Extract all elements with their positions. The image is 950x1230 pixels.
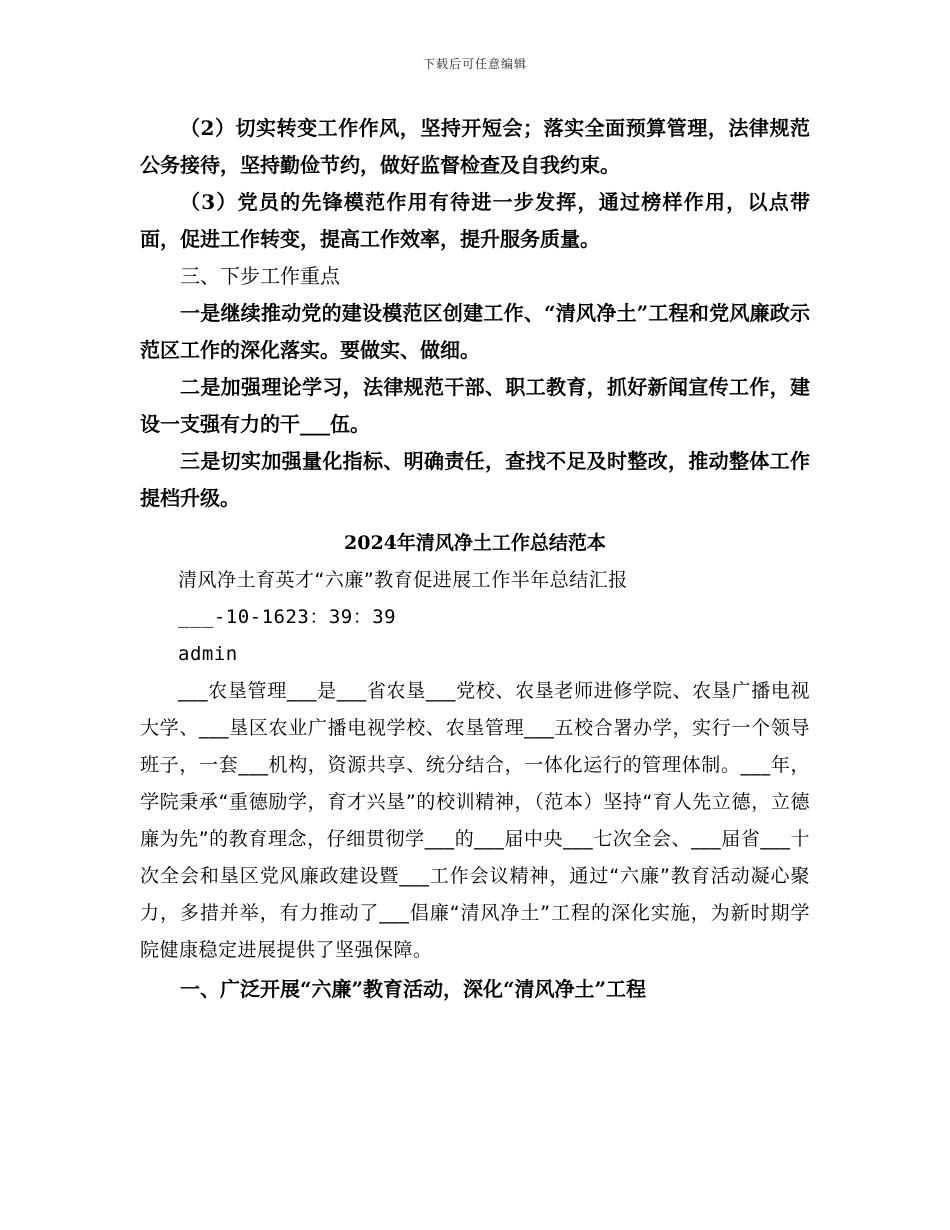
paragraph-point-1: 一是继续推动党的建设模范区创建工作、“清风净土”工程和党风廉政示范区工作的深化落实。要做实、做细。 xyxy=(140,301,810,362)
paragraph-point-3: 三是切实加强量化指标、明确责任，查找不足及时整改，推动整体工作提档升级。 xyxy=(140,449,810,510)
paragraph-item-3: （3）党员的先锋模范作用有待进一步发挥，通过榜样作用，以点带面，促进工作转变，提高工作效率，提升服务质量。 xyxy=(140,190,810,251)
paragraph-point-2: 二是加强理论学习，法律规范干部、职工教育，抓好新闻宣传工作，建设一支强有力的干___伍。 xyxy=(140,375,810,436)
document-subtitle: 清风净土育英才“六廉”教育促进展工作半年总结汇报 xyxy=(178,569,628,591)
document-title: 2024年清风净土工作总结范本 xyxy=(344,532,606,554)
section-heading-1: 一、广泛开展“六廉”教育活动，深化“清风净土”工程 xyxy=(180,977,647,1001)
document-timestamp: ___-10-1623：39：39 xyxy=(178,606,397,628)
paragraph-item-2: （2）切实转变工作作风，坚持开短会；落实全面预算管理，法律规范公务接待，坚持勤俭节约，做好监督检查及自我约束。 xyxy=(140,116,810,177)
document-author: admin xyxy=(178,643,238,665)
document-body-paragraph: ___农垦管理___是___省农垦___党校、农垦老师进修学院、农垦广播电视大学、___垦区农业广播电视学校、农垦管理___五校合署办学，实行一个领导班子，一套___机构，资源共享、统分结合，一体化运行的管理体制。___年，学院秉承“重德励学，育才兴垦”的校训精神，（范本）坚持“育人先立德，立德廉为先”的教育理念，仔细贯彻学___的___届中央___七次全会、___届省___十次全会和垦区党风廉政建设暨___工作会议精神，通过“六廉”教育活动凝心聚力，多措并举，有力推动了___倡廉“清风净土”工程的深化实施，为新时期学院健康稳定进展提供了坚强保障。 xyxy=(140,680,810,961)
section-heading-next-steps: 三、下步工作重点 xyxy=(180,264,340,288)
page-header: 下载后可任意编辑 xyxy=(422,57,527,71)
document-body xyxy=(140,110,810,1008)
